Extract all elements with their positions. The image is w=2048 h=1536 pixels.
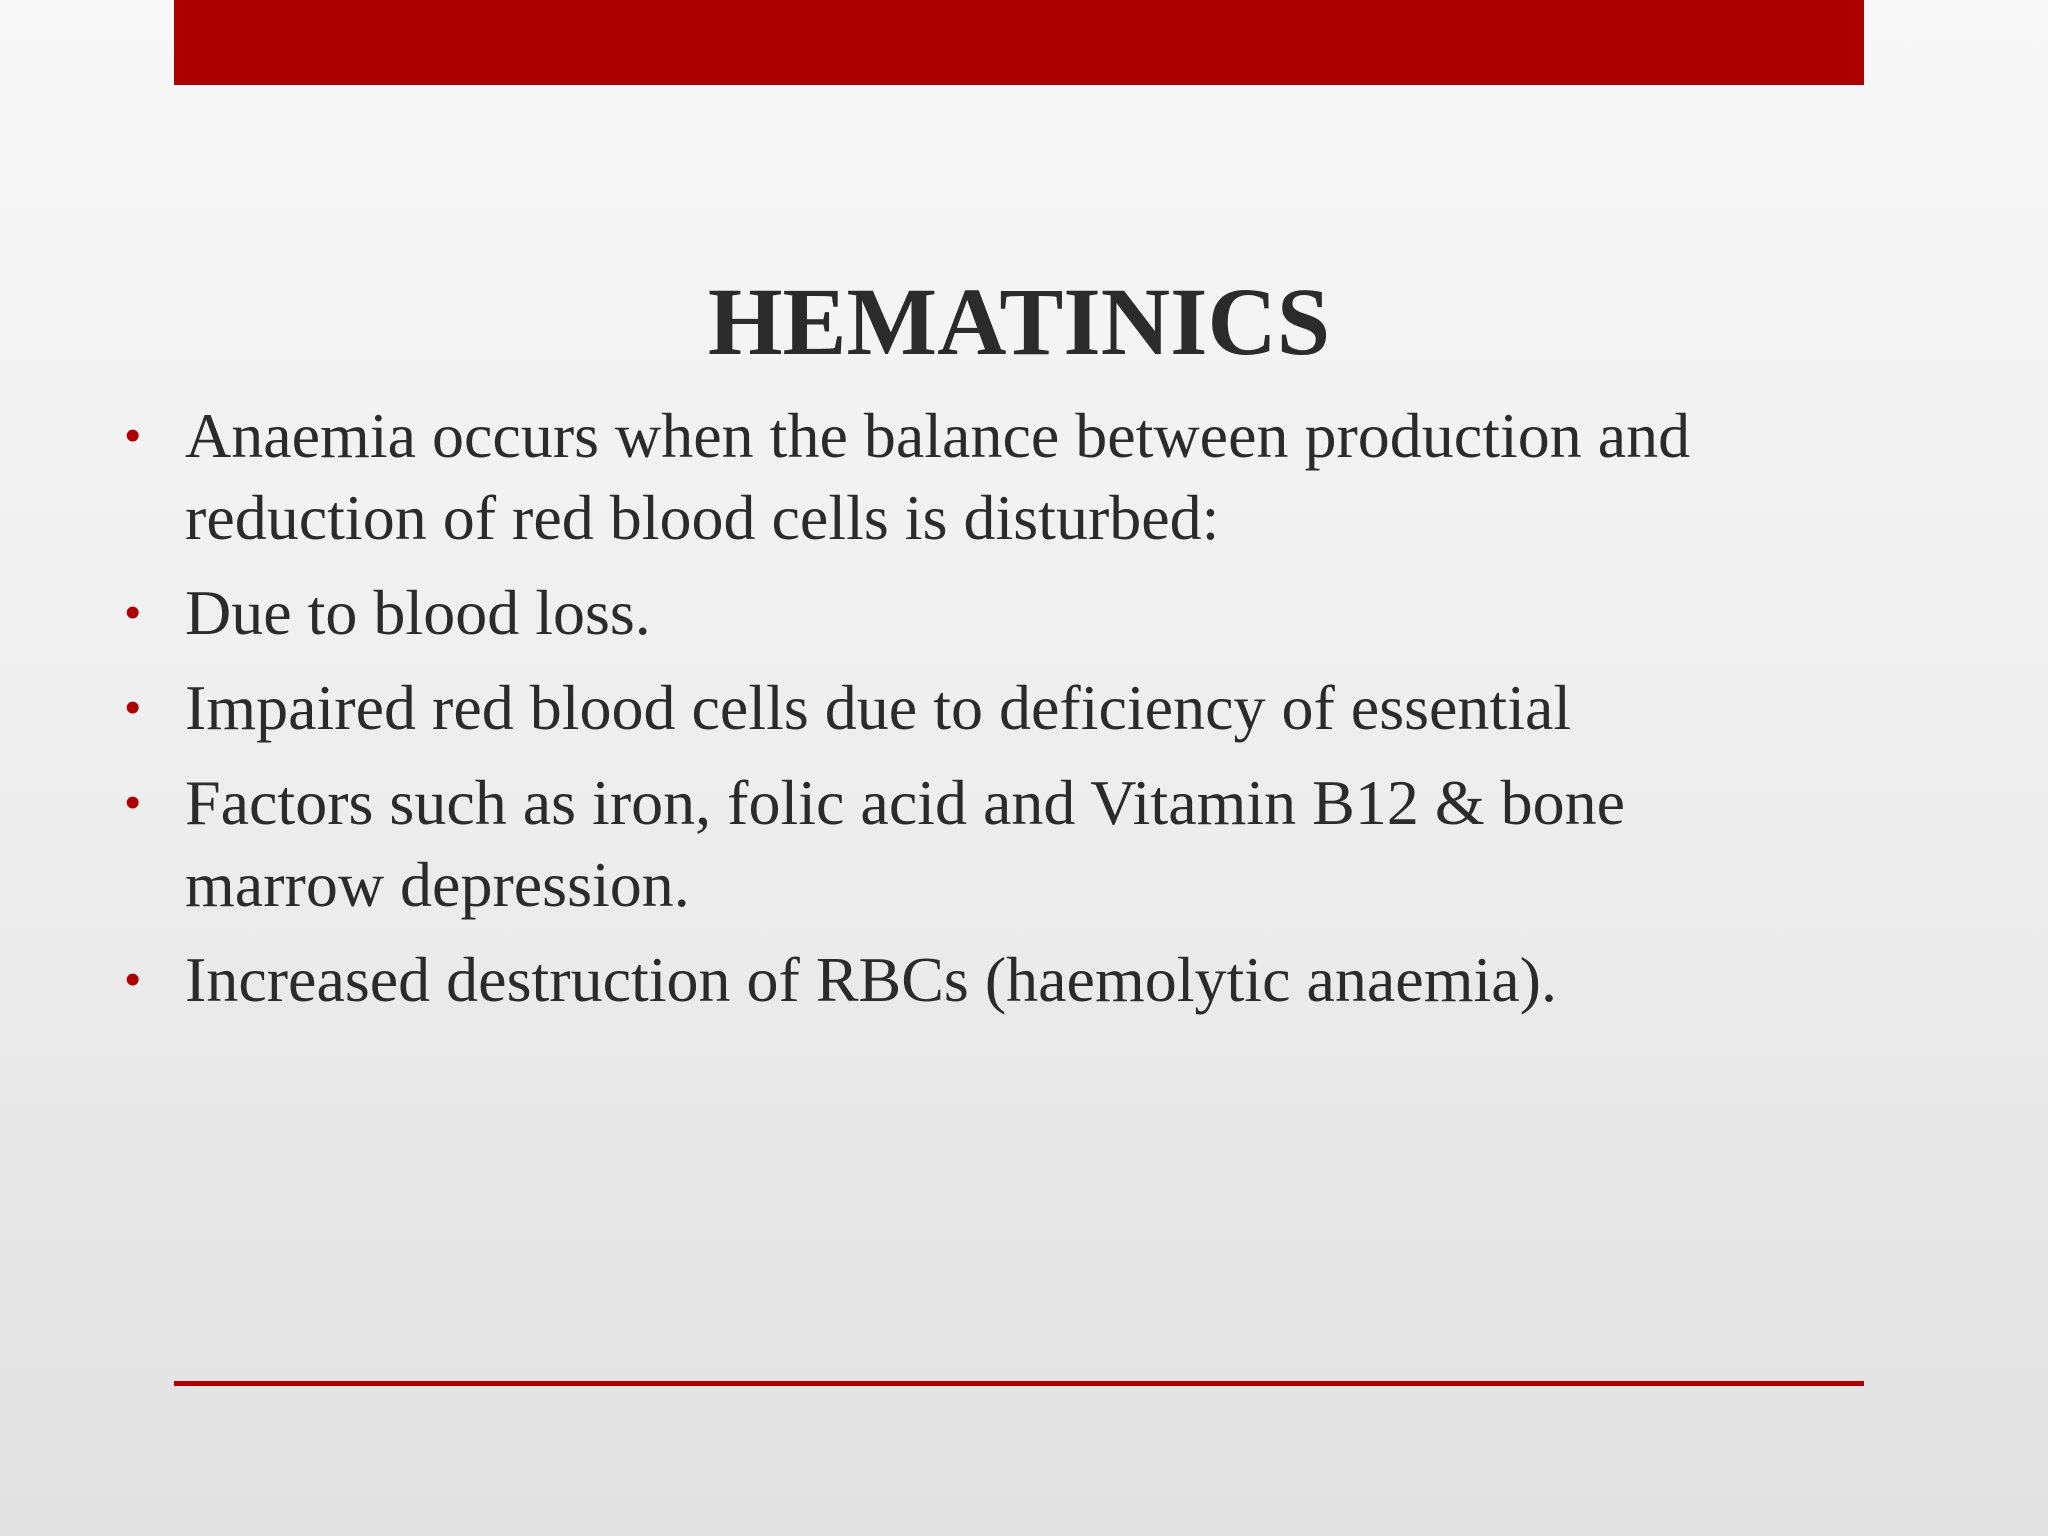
bullet-text: Increased destruction of RBCs (haemolytic anaemia).	[185, 944, 1557, 1015]
bullet-dot-icon: •	[125, 588, 141, 637]
bottom-accent-line	[174, 1381, 1864, 1386]
bullet-text: Impaired red blood cells due to deficiency of essential	[185, 672, 1572, 743]
bullet-dot-icon: •	[125, 778, 141, 827]
bullet-text: Due to blood loss.	[185, 577, 651, 648]
bullet-list	[125, 395, 1825, 1034]
slide-title: HEMATINICS	[707, 268, 1331, 375]
bullet-dot-icon: •	[125, 955, 141, 1004]
bullet-dot-icon: •	[125, 411, 141, 460]
bullet-item	[125, 939, 1825, 1021]
bullet-text: Anaemia occurs when the balance between production and reduction of red blood cells is disturbed:	[185, 400, 1691, 553]
bullet-dot-icon: •	[125, 683, 141, 732]
bullet-text: Factors such as iron, folic acid and Vitamin B12 & bone marrow depression.	[185, 767, 1626, 920]
bullet-item	[125, 762, 1825, 926]
bullet-item	[125, 572, 1825, 654]
bullet-item	[125, 395, 1825, 559]
bullet-item	[125, 667, 1825, 749]
top-accent-bar	[174, 0, 1864, 85]
